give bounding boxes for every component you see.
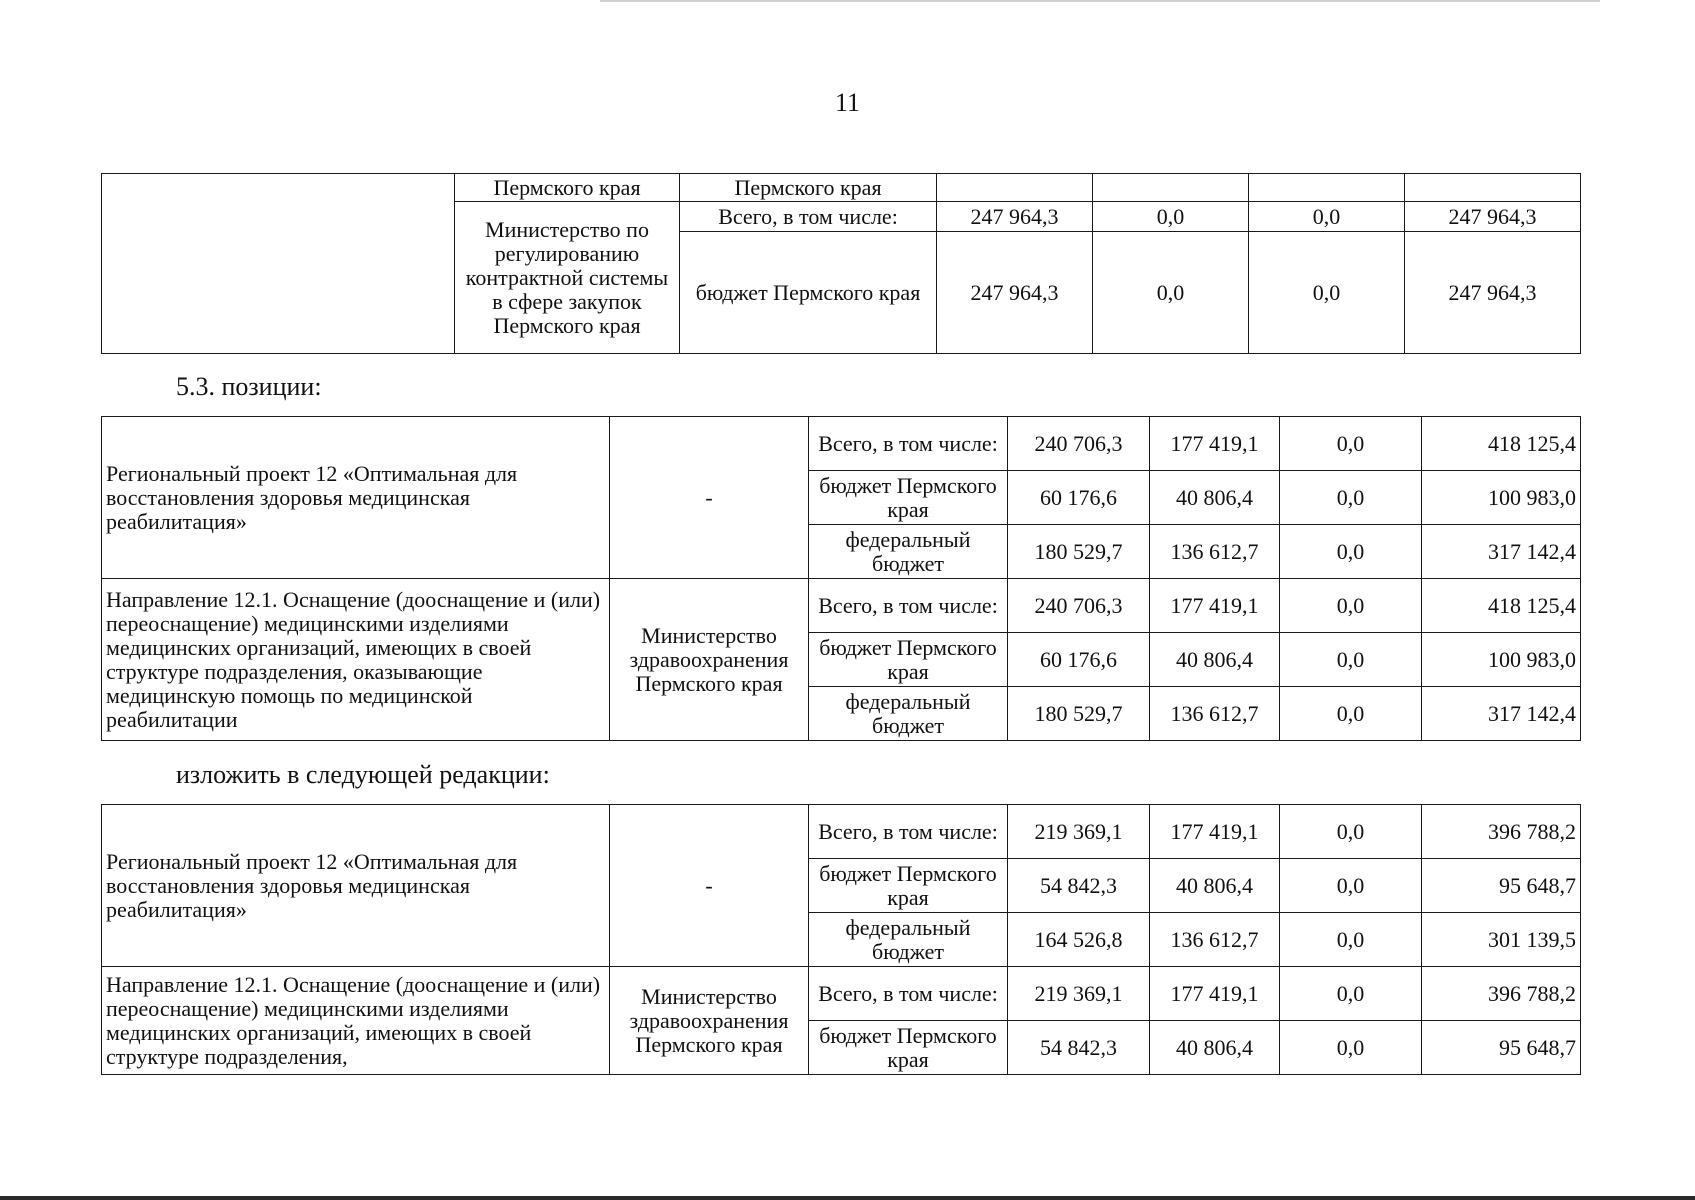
source-cell: федеральный бюджет (809, 913, 1008, 967)
value-cell: 40 806,4 (1150, 1021, 1280, 1075)
table-row (102, 805, 1581, 859)
source-cell: бюджет Пермского края (809, 471, 1008, 525)
value-cell: 60 176,6 (1008, 471, 1150, 525)
value-cell: 0,0 (1280, 859, 1422, 913)
section-caption: 5.3. позиции: (176, 372, 322, 401)
source-cell: бюджет Пермского края (809, 859, 1008, 913)
scan-edge-bottom (0, 1196, 1695, 1200)
source-cell: федеральный бюджет (809, 525, 1008, 579)
source-cell: бюджет Пермского края (680, 232, 937, 354)
value-cell: 136 612,7 (1150, 525, 1280, 579)
source-cell: Всего, в том числе: (809, 417, 1008, 471)
value-cell: 301 139,5 (1422, 913, 1581, 967)
value-cell: 177 419,1 (1150, 967, 1280, 1021)
source-cell: бюджет Пермского края (809, 1021, 1008, 1075)
value-cell: 180 529,7 (1008, 687, 1150, 741)
value-cell: 418 125,4 (1422, 579, 1581, 633)
table-top-org-cell: Министерство по регулированию контрактной системы в сфере закупок Пермского края (455, 202, 680, 354)
table-new (101, 804, 1581, 1075)
value-cell: 100 983,0 (1422, 633, 1581, 687)
value-cell: 0,0 (1280, 633, 1422, 687)
table-row (102, 579, 1581, 633)
value-cell: 0,0 (1249, 232, 1405, 354)
value-cell: 317 142,4 (1422, 525, 1581, 579)
scan-edge-top (600, 0, 1600, 2)
table-row (102, 417, 1581, 471)
value-cell: 177 419,1 (1150, 579, 1280, 633)
value-cell: 219 369,1 (1008, 967, 1150, 1021)
value-cell: 100 983,0 (1422, 471, 1581, 525)
direction-name-cell: Направление 12.1. Оснащение (дооснащение и (или) переоснащение) медицинскими изделиями медицинских организаций, имеющих в своей структуре подразделения, (102, 967, 610, 1075)
value-cell: 0,0 (1280, 913, 1422, 967)
value-cell: 0,0 (1093, 202, 1249, 232)
table-row (102, 967, 1581, 1021)
value-cell: 0,0 (1280, 967, 1422, 1021)
value-cell: 247 964,3 (1405, 232, 1581, 354)
value-cell: 0,0 (1280, 805, 1422, 859)
value-cell: 95 648,7 (1422, 1021, 1581, 1075)
value-cell: 54 842,3 (1008, 1021, 1150, 1075)
value-cell: 177 419,1 (1150, 805, 1280, 859)
table-top-empty-cell (102, 174, 455, 354)
table-top (101, 173, 1581, 354)
source-cell: бюджет Пермского края (809, 633, 1008, 687)
value-cell: 40 806,4 (1150, 471, 1280, 525)
table-top-row-header (102, 174, 1581, 202)
value-cell: 240 706,3 (1008, 417, 1150, 471)
value-cell: 240 706,3 (1008, 579, 1150, 633)
value-cell: 247 964,3 (937, 232, 1093, 354)
source-cell: федеральный бюджет (809, 687, 1008, 741)
value-cell: 0,0 (1093, 232, 1249, 354)
value-cell: 164 526,8 (1008, 913, 1150, 967)
project-name-cell: Региональный проект 12 «Оптимальная для восстановления здоровья медицинская реабилитация» (102, 417, 610, 579)
value-cell: 396 788,2 (1422, 967, 1581, 1021)
value-cell: 40 806,4 (1150, 859, 1280, 913)
source-cell: Всего, в том числе: (809, 579, 1008, 633)
value-cell: 95 648,7 (1422, 859, 1581, 913)
value-cell: 136 612,7 (1150, 913, 1280, 967)
value-cell: 0,0 (1280, 1021, 1422, 1075)
value-cell: 247 964,3 (1405, 202, 1581, 232)
edit-caption: изложить в следующей редакции: (176, 760, 550, 789)
page-number: 11 (834, 88, 861, 117)
executor-cell: - (610, 805, 809, 967)
value-cell: 0,0 (1280, 471, 1422, 525)
table-top-source-tail: Пермского края (680, 174, 937, 202)
executor-cell: - (610, 417, 809, 579)
value-cell: 177 419,1 (1150, 417, 1280, 471)
value-cell: 0,0 (1280, 579, 1422, 633)
value-cell: 396 788,2 (1422, 805, 1581, 859)
value-cell: 0,0 (1280, 687, 1422, 741)
value-cell: 0,0 (1249, 202, 1405, 232)
value-cell: 40 806,4 (1150, 633, 1280, 687)
direction-name-cell: Направление 12.1. Оснащение (дооснащение и (или) переоснащение) медицинскими изделиями медицинских организаций, имеющих в своей структуре подразделения, оказывающие медицинскую помощь по медицинской реабилитации (102, 579, 610, 741)
table-top-org-tail: Пермского края (455, 174, 680, 202)
value-cell: 180 529,7 (1008, 525, 1150, 579)
source-cell: Всего, в том числе: (809, 967, 1008, 1021)
executor-cell: Министерство здравоохранения Пермского края (610, 967, 809, 1075)
value-cell: 219 369,1 (1008, 805, 1150, 859)
project-name-cell: Региональный проект 12 «Оптимальная для восстановления здоровья медицинская реабилитация» (102, 805, 610, 967)
value-cell: 60 176,6 (1008, 633, 1150, 687)
executor-cell: Министерство здравоохранения Пермского края (610, 579, 809, 741)
table-old (101, 416, 1581, 741)
value-cell: 418 125,4 (1422, 417, 1581, 471)
value-cell: 136 612,7 (1150, 687, 1280, 741)
value-cell: 247 964,3 (937, 202, 1093, 232)
source-cell: Всего, в том числе: (680, 202, 937, 232)
source-cell: Всего, в том числе: (809, 805, 1008, 859)
value-cell: 317 142,4 (1422, 687, 1581, 741)
value-cell: 54 842,3 (1008, 859, 1150, 913)
value-cell: 0,0 (1280, 417, 1422, 471)
value-cell: 0,0 (1280, 525, 1422, 579)
